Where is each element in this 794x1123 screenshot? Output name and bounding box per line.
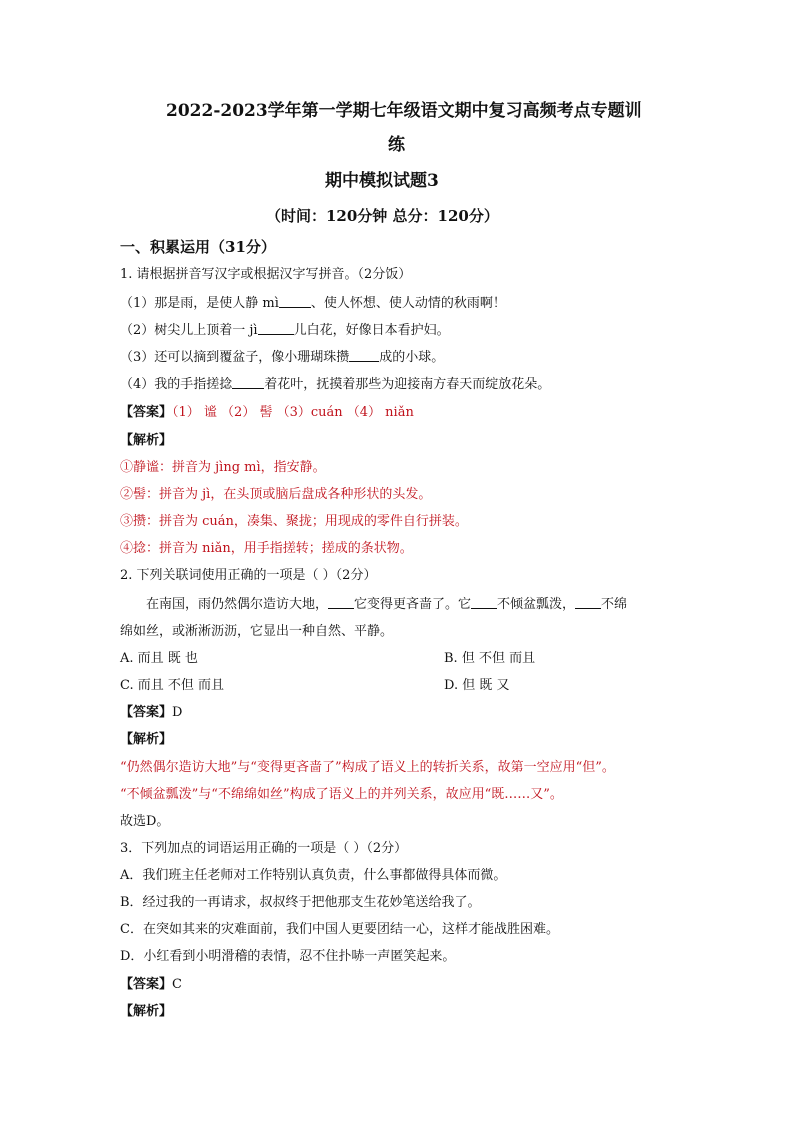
answer-value: （1） 谧 （2） 髻 （3）cuán （4） niǎn xyxy=(172,405,414,420)
q3-option-d: D．小红看到小明滑稽的表情，忍不住扑哧一声匿笑起来。 xyxy=(120,949,456,964)
fill-blank xyxy=(575,596,601,609)
q1-item-2 xyxy=(120,322,450,340)
doc-subtitle: 期中模拟试题3 xyxy=(325,171,439,191)
answer-label: 【答案】 xyxy=(120,405,173,420)
q2-passage-part2: 它变得更吝啬了。它 xyxy=(354,597,472,612)
q1-item-3 xyxy=(120,349,444,367)
q3-analysis-label: 【解析】 xyxy=(120,1004,173,1019)
fill-blank xyxy=(258,322,294,335)
q3-option-c: C．在突如其来的灾难面前，我们中国人更要团结一心，这样才能战胜困难。 xyxy=(120,922,559,937)
q1-item-4-after: 着花叶，抚摸着那些为迎接南方春天而绽放花朵。 xyxy=(264,377,551,392)
q2-passage-line2: 绵如丝，或淅淅沥沥，它显出一种自然、平静。 xyxy=(120,624,394,639)
answer-label: 【答案】 xyxy=(120,705,173,720)
q2-option-b: B. 但 不但 而且 xyxy=(444,651,536,666)
q2-stem: 2. 下列关联词使用正确的一项是（ ）（2分） xyxy=(120,568,377,583)
answer-value: D xyxy=(172,705,183,720)
q1-stem: 1. 请根据拼音写汉字或根据汉字写拼音。（2分饭） xyxy=(120,267,412,282)
answer-label: 【答案】 xyxy=(120,977,173,992)
doc-title-line2: 练 xyxy=(388,135,405,155)
fill-blank xyxy=(471,596,497,609)
q1-item-1-after: 、使人怀想、使人动情的秋雨啊！ xyxy=(310,296,506,311)
answer-value: C xyxy=(172,977,182,992)
q1-analysis-4: ④捻：拼音为 niǎn，用手指搓转；搓成的条状物。 xyxy=(120,541,413,556)
q1-item-4 xyxy=(120,376,550,394)
q1-analysis-2: ②髻：拼音为 jì，在头顶或脑后盘成各种形状的头发。 xyxy=(120,487,432,502)
fill-blank xyxy=(232,376,264,389)
doc-time-score: （时间：120分钟 总分：120分） xyxy=(266,207,499,225)
q1-analysis-3: ③攒：拼音为 cuán，凑集、聚拢；用现成的零件自行拼装。 xyxy=(120,514,468,529)
q2-answer xyxy=(120,704,182,722)
q2-option-d: D. 但 既 又 xyxy=(444,678,510,693)
q1-item-4-before: （4）我的手指搓捻 xyxy=(120,377,233,392)
q2-analysis-label: 【解析】 xyxy=(120,732,173,747)
q3-stem: 3．下列加点的词语运用正确的一项是（ ）（2分） xyxy=(120,841,408,856)
q2-passage-part4: 不绵 xyxy=(601,597,628,612)
q3-answer xyxy=(120,976,182,994)
q3-option-a: A．我们班主任老师对工作特别认真负责，什么事都做得具体而微。 xyxy=(120,868,507,883)
fill-blank xyxy=(328,596,354,609)
doc-title-line1: 2022-2023学年第一学期七年级语文期中复习高频考点专题训 xyxy=(166,101,642,121)
q2-passage-part1: 在南国，雨仍然偶尔造访大地， xyxy=(146,597,329,612)
q1-item-3-after: 成的小球。 xyxy=(379,350,445,365)
q1-answer xyxy=(120,404,414,422)
q1-analysis-1: ①静谧：拼音为 jìng mì，指安静。 xyxy=(120,460,326,475)
q1-item-1 xyxy=(120,295,506,313)
q3-option-b: B．经过我的一再请求，叔叔终于把他那支生花妙笔送给我了。 xyxy=(120,895,481,910)
q1-item-2-after: 儿白花，好像日本看护妇。 xyxy=(293,323,450,338)
q1-analysis-label: 【解析】 xyxy=(120,433,173,448)
q2-conclusion: 故选D。 xyxy=(120,814,170,829)
q2-passage-line1 xyxy=(146,596,627,614)
q1-item-2-before: （2）树尖儿上顶着一 jì xyxy=(120,323,258,338)
q2-option-c: C. 而且 不但 而且 xyxy=(120,678,225,693)
fill-blank xyxy=(279,295,311,308)
fill-blank xyxy=(349,349,379,362)
q1-item-1-before: （1）那是雨，是使人静 mì xyxy=(120,296,279,311)
section-heading: 一、积累运用（31分） xyxy=(120,238,276,256)
q2-analysis-1: “仍然偶尔造访大地”与“变得更吝啬了”构成了语义上的转折关系，故第一空应用“但”。 xyxy=(120,760,615,775)
q2-analysis-2: “不倾盆瓢泼”与“不绵绵如丝”构成了语义上的并列关系，故应用“既……又”。 xyxy=(120,787,563,802)
q2-passage-part3: 不倾盆瓢泼， xyxy=(497,597,576,612)
q1-item-3-before: （3）还可以摘到覆盆子，像小珊瑚珠攒 xyxy=(120,350,350,365)
q2-option-a: A. 而且 既 也 xyxy=(120,651,198,666)
